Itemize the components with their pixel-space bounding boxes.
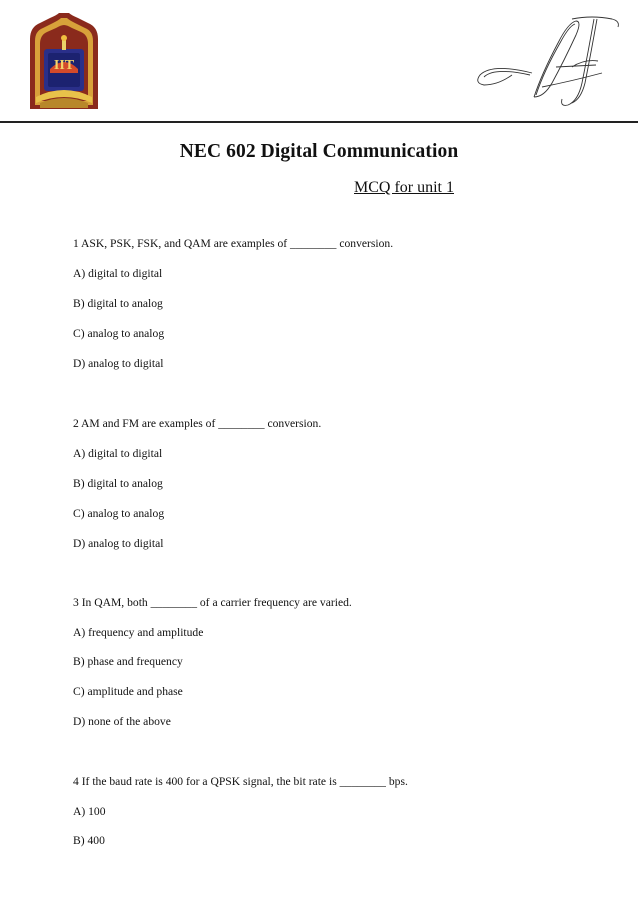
svg-text:IIT: IIT [53,58,75,73]
question-3-option-a: A) frequency and amplitude [73,626,204,639]
institute-logo [26,13,102,110]
subtitle-text: MCQ for unit 1 [354,179,454,196]
svg-text:AI: AI [546,109,548,110]
document-subtitle [0,179,638,197]
question-1-option-a: A) digital to digital [73,267,163,280]
monogram-logo [472,13,622,111]
question-2-option-c: C) analog to analog [73,507,165,520]
question-4-option-a: A) 100 [73,805,106,818]
question-1-text: 1 ASK, PSK, FSK, and QAM are examples of ________ conversion. [73,237,394,250]
question-2-option-b: B) digital to analog [73,477,163,490]
question-3-option-b: B) phase and frequency [73,655,183,668]
question-1-option-d: D) analog to digital [73,357,164,370]
header-divider [0,121,638,123]
question-2-option-d: D) analog to digital [73,537,164,550]
question-2-option-a: A) digital to digital [73,447,163,460]
question-1-option-b: B) digital to analog [73,297,163,310]
question-2-text: 2 AM and FM are examples of ________ conversion. [73,417,322,430]
question-1-option-c: C) analog to analog [73,327,165,340]
question-3-text: 3 In QAM, both ________ of a carrier frequency are varied. [73,596,352,609]
question-4-text: 4 If the baud rate is 400 for a QPSK signal, the bit rate is ________ bps. [73,775,408,788]
question-4-option-b: B) 400 [73,834,105,847]
question-3-option-d: D) none of the above [73,715,171,728]
document-title: NEC 602 Digital Communication [179,141,459,162]
question-3-option-c: C) amplitude and phase [73,685,183,698]
